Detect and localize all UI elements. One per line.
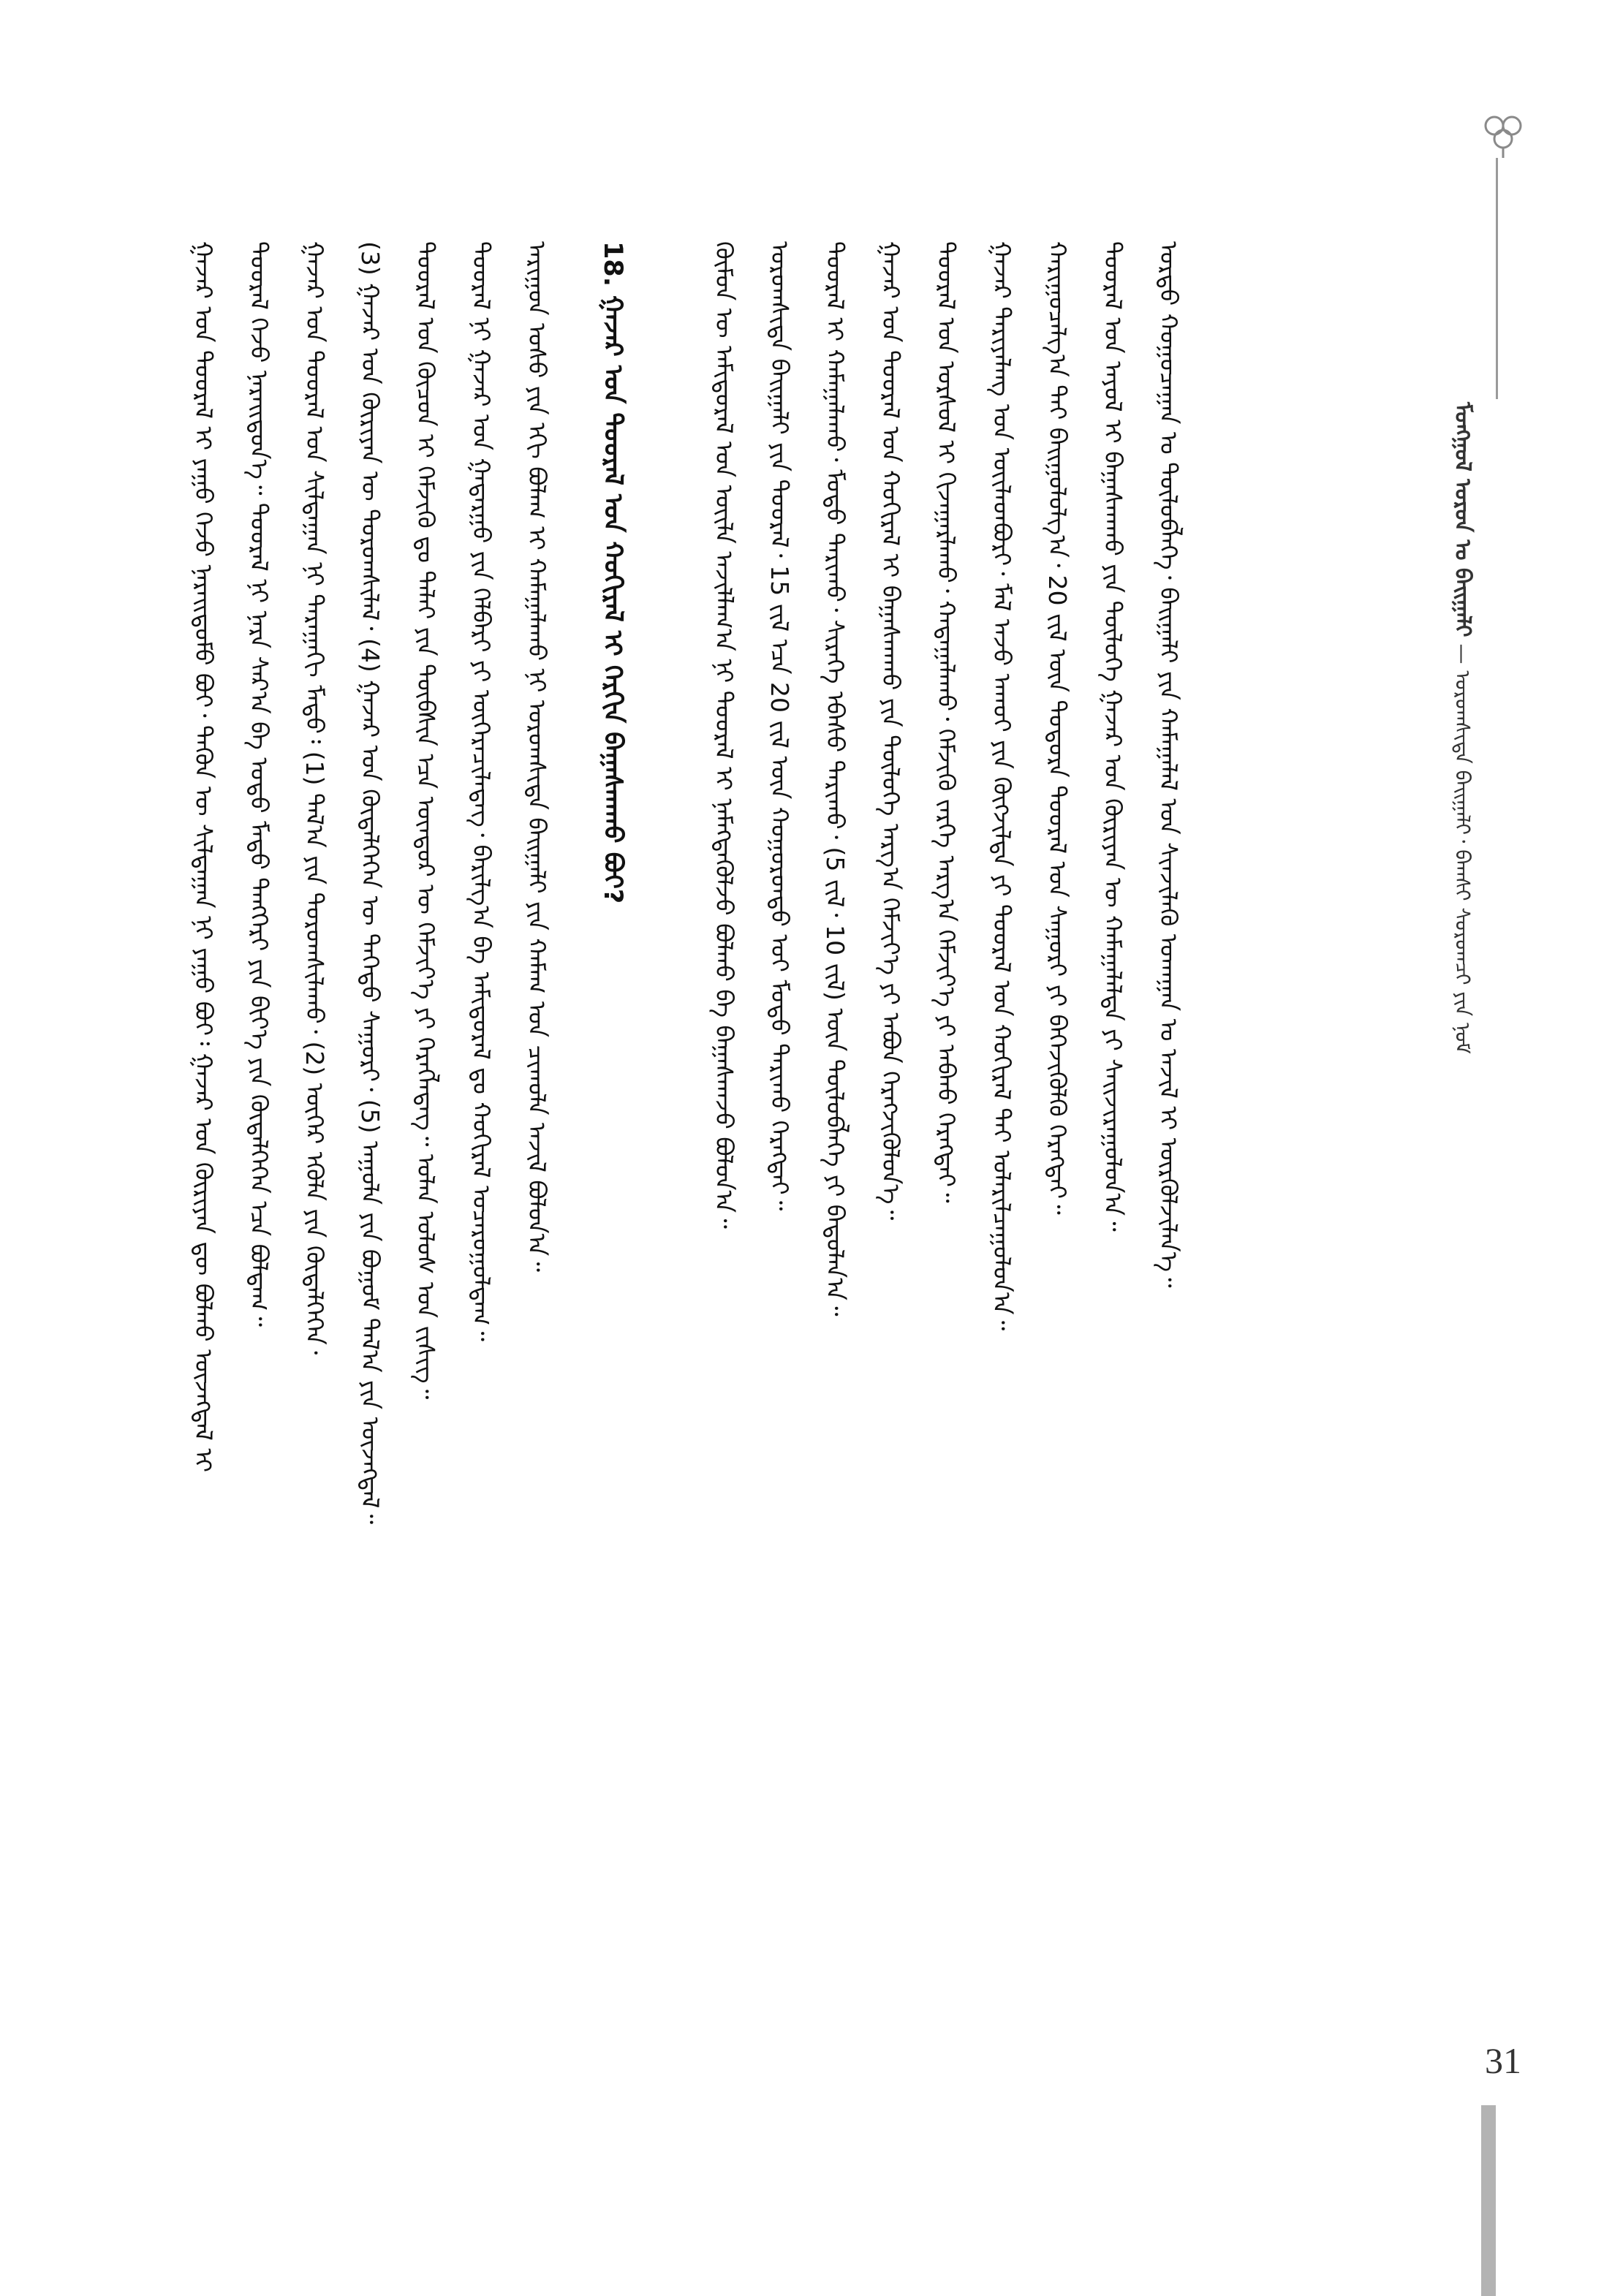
text-column-2: ᠲᠤᠤᠷᠠᠯ ᠭᠡᠵᠦ ᠨᠡᠷᠡᠢᠳᠦᠨ᠎ᠡ᠃ ᠲᠤᠤᠷᠠᠯ ᠨᠢ ᠨᠠᠷᠠ ᠰᠠᠷ᠎ᠠ ᠪᠠ ᠣᠳᠤ ᠮᠡᠳᠦ ᠲᠡᠩᠭᠡᠷᠢ ᠶᠢᠨ ᠪᠢᠶ᠎ᠡ ᠶᠢᠨ ᠬᠥᠳᠡᠯᠭᠡᠭᠡᠨ ᠡᠴᠡ ᠪᠣᠯᠳᠠᠭ᠃ [245, 241, 273, 1327]
text-column-14: ᠬᠠᠷᠢᠭᠤᠴᠠᠯᠭ᠎ᠠ ᠲᠠᠢ ᠪᠠᠢᠭᠤᠯᠤᠯᠭ᠎ᠠ᠂ 20 ᠵᠢᠯ ᠦᠨ ᠳᠣᠲᠣᠷᠠ ᠲᠤᠤᠷᠠᠯ ᠤᠨ ᠰᠠᠭᠤᠷᠢ ᠶᠢ ᠪᠡᠬᠡᠵᠢᠭᠦᠯᠬᠦ ᠬᠡᠷᠡᠭᠲᠡᠢ᠃ [1043, 241, 1072, 1215]
body-text [183, 241, 1440, 2025]
text-column-13: ᠭᠠᠵᠠᠷ ᠲᠠᠷᠢᠶᠠᠯᠠᠩ ᠤᠨ ᠦᠢᠯᠡᠳᠪᠦᠷᠢ᠂ ᠮᠠᠯ ᠠᠵᠤ ᠠᠬᠤᠢ ᠶᠢᠨ ᠬᠥᠭᠵᠢᠯᠲᠡ ᠶᠢ ᠲᠤᠤᠷᠠᠯ ᠤᠨ ᠬᠣᠬᠢᠷᠠᠯ ᠲᠠᠢ ᠤᠯᠠᠷᠢᠯᠴᠠᠭᠤᠯᠤᠨ᠎ᠠ᠃ [988, 241, 1016, 1331]
text-column-6: ᠲᠤᠤᠷᠠᠯ ᠨᠢ ᠭᠠᠵᠠᠷ ᠤᠨ ᠭᠠᠳᠠᠷᠭᠤ ᠶᠢᠨ ᠬᠡᠯᠪᠡᠷᠢ ᠶᠢ ᠥᠭᠡᠷᠡᠴᠢᠯᠡᠳᠡᠭ᠂ ᠪᠠᠷᠢᠯᠭ᠎ᠠ ᠪᠠ ᠠᠮᠢᠳᠤᠷᠠᠯ ᠳᠤ ᠬᠣᠬᠢᠷᠠᠯ ᠤᠴᠠᠷᠤᠭᠤᠯᠳᠠᠭ᠃ [467, 241, 496, 1342]
text-column-1: ᠭᠠᠵᠠᠷ ᠤᠨ ᠲᠤᠤᠷᠠᠯ ᠢ ᠶᠠᠭᠤ ᠭᠡᠵᠦ ᠨᠡᠷᠡᠢᠳᠦᠮᠦ ᠪᠤᠢ᠂ ᠲᠡᠭᠦᠨ ᠦ ᠰᠢᠯᠲᠠᠭᠠᠨ ᠨᠢ ᠶᠠᠭᠤ ᠪᠤᠢ᠄ ᠭᠠᠵᠠᠷ ᠤᠨ ᠬᠦᠷᠢᠶᠡᠨ ᠳᠦ ᠪᠣᠯᠬᠤ ᠦᠵᠡᠭᠳᠡᠯ ᠢ [189, 241, 218, 1473]
header-ornament-icon [1478, 110, 1529, 161]
text-column-4: (3) ᠭᠠᠵᠠᠷ ᠤᠨ ᠬᠥᠷᠢᠶᠡᠨ ᠦ ᠳᠣᠷᠣᠭᠰᠢᠯᠠᠯ᠂ (4) ᠭᠠᠵᠠᠷ ᠤᠨ ᠬᠥᠳᠡᠯᠭᠡᠭᠡᠨ ᠦ ᠲᠡᠭᠡᠳᠦ ᠰᠠᠭᠤᠷᠢ᠂ (5) ᠠᠭᠤᠯᠠ ᠶᠢᠨ ᠪᠣᠭᠣᠮ ᠲᠠᠯ᠎ᠠ ᠶᠢᠨ ᠦᠵᠡᠭᠳᠡᠯ᠃ [356, 241, 385, 1525]
text-column-15: ᠲᠤᠤᠷᠠᠯ ᠤᠨ ᠠᠶᠤᠯ ᠢ ᠪᠠᠭᠠᠰᠭᠠᠬᠤ ᠶᠢᠨ ᠲᠥᠯᠥᠭᠡ ᠭᠠᠵᠠᠷ ᠤᠨ ᠬᠦᠷᠢᠶᠡᠨ ᠦ ᠬᠠᠮᠠᠭᠠᠯᠠᠯᠲᠠ ᠶᠢ ᠰᠠᠢᠵᠢᠷᠠᠭᠤᠯᠤᠨ᠎ᠠ᠃ [1099, 241, 1127, 1232]
running-header-subtitle: ᠤᠷᠤᠭᠰᠢᠳᠠ ᠪᠠᠢᠭᠠᠯᠢ᠂ ᠪᠠᠭᠰᠢ ᠰᠤᠷᠤᠭᠴᠢ ᠶᠢᠨ ᠨᠣᠮ [1450, 670, 1475, 1054]
question-heading-18: 18. ᠭᠠᠵᠠᠷ ᠤᠨ ᠲᠤᠤᠷᠠᠯ ᠤᠨ ᠬᠣᠬᠢᠷᠠᠯ ᠢ ᠬᠡᠷᠬᠢᠨ ᠪᠠᠭᠠᠰᠭᠠᠬᠤ ᠪᠤᠢ? [598, 241, 627, 904]
text-column-9: ᠤᠷᠤᠭᠰᠢᠳᠠ ᠪᠠᠢᠭᠠᠯᠢ ᠶᠢᠨ ᠲᠤᠤᠷᠠᠯ᠂ 15 ᠵᠢᠯ ᠡᠴᠡ 20 ᠵᠢᠯ ᠦᠨ ᠬᠣᠭᠣᠷᠣᠨᠳᠤ ᠣᠢ ᠮᠣᠳᠣ ᠲᠠᠷᠢᠬᠤ ᠬᠡᠷᠡᠭᠲᠡᠢ᠃ [765, 241, 794, 1211]
text-column-11: ᠭᠠᠵᠠᠷ ᠤᠨ ᠲᠤᠤᠷᠠᠯ ᠤᠨ ᠬᠣᠬᠢᠷᠠᠯ ᠢ ᠪᠠᠭᠠᠰᠭᠠᠬᠤ ᠶᠢᠨ ᠲᠥᠯᠥᠭᠡ ᠠᠷᠭ᠎ᠠ ᠬᠡᠮᠵᠢᠶ᠎ᠡ ᠶᠢ ᠠᠪᠤᠨ ᠬᠡᠷᠡᠭᠵᠢᠭᠦᠯᠦᠨ᠎ᠡ᠃ [877, 241, 905, 1221]
text-column-5: ᠲᠤᠤᠷᠠᠯ ᠤᠨ ᠬᠦᠴᠦᠨ ᠢ ᠬᠡᠮᠵᠢᠬᠦ ᠳᠤ ᠳᠠᠯᠠᠢ ᠶᠢᠨ ᠲᠥᠪᠰᠢᠨ ᠡᠴᠡ ᠦᠨᠳᠦᠷ ᠦ ᠬᠡᠮᠵᠢᠶ᠎ᠡ ᠶᠢ ᠬᠡᠷᠡᠭᠯᠡᠳᠡᠭ᠃ ᠣᠯᠠᠨ ᠤᠯᠤᠰ ᠤᠨ ᠵᠢᠱᠢᠭ᠃ [412, 241, 440, 1400]
text-column-16: ᠤᠷᠲᠤ ᠬᠤᠭᠤᠴᠠᠭᠠᠨ ᠤ ᠲᠥᠯᠥᠪᠯᠡᠭᠡ᠂ ᠪᠠᠢᠭᠠᠯᠢ ᠶᠢᠨ ᠬᠠᠮᠠᠭᠠᠯᠠᠯ ᠤᠨ ᠰᠢᠨᠵᠢᠯᠡᠬᠦ ᠤᠬᠠᠭᠠᠨ ᠤ ᠠᠵᠢᠯ ᠢ ᠦᠷᠭᠦᠯᠵᠢᠯᠡᠨ᠎ᠡ᠃ [1154, 241, 1183, 1288]
running-header-title: ᠮᠣᠩᠭᠣᠯ ᠣᠷᠤᠨ ᠤ ᠪᠠᠢᠭᠠᠯᠢ [1450, 402, 1475, 637]
text-column-10: ᠲᠤᠤᠷᠠᠯ ᠢ ᠬᠠᠮᠠᠭᠠᠯᠠᠬᠤ᠂ ᠮᠣᠳᠣ ᠲᠠᠷᠢᠬᠤ᠂ ᠰᠢᠷᠡᠭᠡ ᠡᠪᠡᠰᠦ ᠲᠠᠷᠢᠬᠤ᠂ (5 ᠵᠢᠯ᠂ 10 ᠵᠢᠯ) ᠦᠨ ᠲᠥᠯᠥᠪᠯᠡᠭᠡ ᠶᠢ ᠪᠠᠲᠤᠯᠠᠨ᠎ᠠ᠃ [821, 241, 850, 1316]
text-column-blank [648, 241, 689, 2025]
running-header-separator: — [1450, 643, 1475, 664]
page-number: 31 [1485, 2040, 1521, 2081]
header-rule [1496, 158, 1498, 399]
text-column-7: ᠠᠷᠢᠭᠤᠨ ᠤᠰᠤ ᠶᠢᠨ ᠡᠬᠢ ᠪᠤᠯᠠᠭ ᠢ ᠬᠠᠮᠠᠭᠠᠯᠠᠬᠤ ᠨᠢ ᠤᠷᠤᠭᠰᠢᠳᠠ ᠪᠠᠢᠭᠠᠯᠢ ᠶᠢᠨ ᠬᠠᠮᠠᠭ ᠤᠨ ᠴᠢᠬᠤᠯᠠ ᠠᠵᠢᠯ ᠪᠣᠯᠤᠨ᠎ᠠ᠃ [523, 241, 551, 1272]
running-header [1448, 402, 1477, 1054]
text-column-8: ᠬᠦᠮᠦᠨ ᠦ ᠠᠮᠢᠳᠤᠷᠠᠯ ᠤᠨ ᠦᠢᠯᠡ ᠠᠵᠢᠯᠯᠠᠭ᠎ᠠ ᠨᠢ ᠲᠤᠤᠷᠠᠯ ᠢ ᠨᠡᠮᠡᠭᠳᠡᠭᠦᠯᠵᠦ ᠪᠣᠯᠬᠤ ᠪᠠ ᠪᠠᠭᠠᠰᠭᠠᠵᠤ ᠪᠣᠯᠤᠨ᠎ᠠ᠃ [710, 241, 738, 1229]
page-edge-tab [1481, 2105, 1496, 2296]
text-column-12: ᠲᠤᠤᠷᠠᠯ ᠤᠨ ᠤᠷᠰᠤᠯ ᠢ ᠬᠢᠵᠠᠭᠠᠷᠯᠠᠬᠤ᠂ ᠬᠠᠳᠠᠭᠠᠯᠠᠬᠤ᠂ ᠬᠡᠮᠵᠢᠬᠦ ᠵᠡᠷᠭᠡ ᠠᠷᠭ᠎ᠠ ᠬᠡᠮᠵᠢᠶ᠎ᠡ ᠶᠢ ᠠᠪᠬᠤ ᠬᠡᠷᠡᠭᠲᠡᠢ᠃ [932, 241, 961, 1203]
text-column-3: ᠭᠠᠵᠠᠷ ᠤᠨ ᠲᠤᠤᠷᠠᠯ ᠤᠨ ᠰᠢᠯᠲᠠᠭᠠᠨ ᠨᠢ ᠳᠠᠷᠠᠭᠠᠬᠢ ᠮᠡᠲᠦ᠄ (1) ᠲᠠᠯ᠎ᠠ ᠶᠢᠨ ᠳᠣᠷᠣᠭᠰᠢᠯᠠᠬᠤ᠂ (2) ᠦᠬᠡᠷ ᠡᠭᠦᠯᠡ ᠶᠢᠨ ᠬᠥᠳᠡᠯᠭᠡᠭᠡᠨ᠂ [300, 241, 329, 1355]
